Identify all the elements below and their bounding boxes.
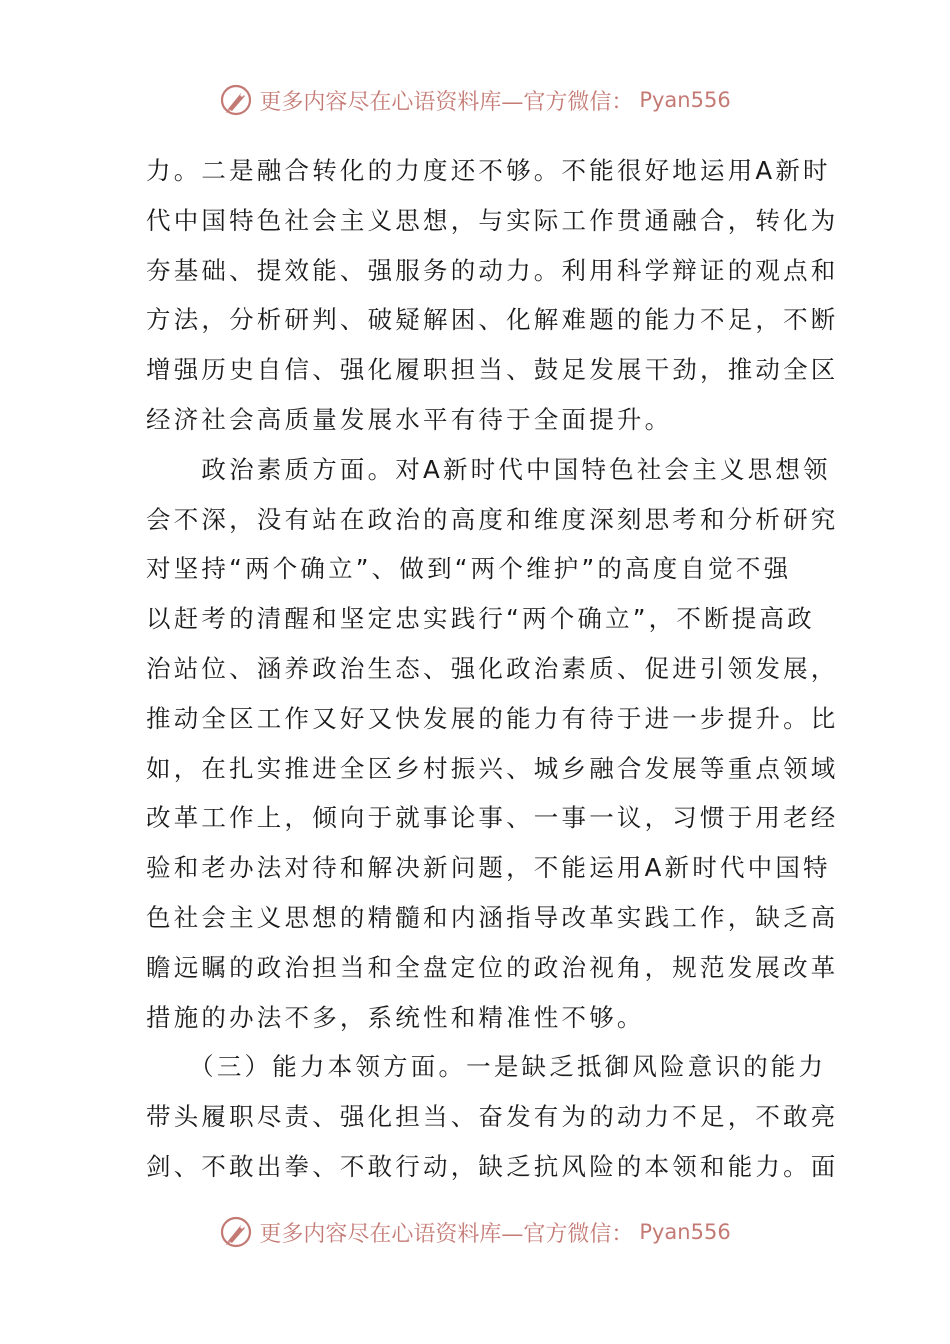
text-line: 增强历史自信、强化履职担当、鼓足发展干劲，推动全区 <box>146 355 839 385</box>
text-line: 政治素质方面。对A新时代中国特色社会主义思想领 <box>146 454 831 484</box>
text-line: 力。二是融合转化的力度还不够。不能很好地运用A新时 <box>146 156 831 185</box>
text-line: 色社会主义思想的精髓和内涵指导改革实践工作，缺乏高 <box>146 902 839 932</box>
text-line: 经济社会高质量发展水平有待于全面提升。 <box>146 404 673 434</box>
text-line: 推动全区工作又好又快发展的能力有待于进一步提升。比 <box>146 703 839 733</box>
text-line: 治站位、涵养政治生态、强化政治素质、促进引领发展， <box>146 653 839 683</box>
footer-banner <box>0 1212 950 1252</box>
text-line: 剑、不敢出拳、不敢行动，缺乏抗风险的本领和能力。面 <box>146 1151 839 1181</box>
text-line: 以赶考的清醒和坚定忠实践行“两个确立”，不断提高政 <box>146 604 815 634</box>
banner-wechat-id: Pyan556 <box>639 88 731 112</box>
header-banner <box>0 80 950 120</box>
text-line: （三）能力本领方面。一是缺乏抵御风险意识的能力 <box>146 1052 827 1082</box>
text-line: 带头履职尽责、强化担当、奋发有为的动力不足，不敢亮 <box>146 1102 839 1132</box>
text-line: 方法，分析研判、破疑解困、化解难题的能力不足，不断 <box>146 305 839 335</box>
text-line: 措施的办法不多，系统性和精准性不够。 <box>146 1002 645 1032</box>
banner-text: 更多内容尽在心语资料库—官方微信： <box>259 89 634 115</box>
text-line: 代中国特色社会主义思想，与实际工作贯通融合，转化为 <box>146 205 839 235</box>
text-line: 对坚持“两个确立”、做到“两个维护”的高度自觉不强 <box>146 554 792 584</box>
text-line: 验和老办法对待和解决新问题，不能运用A新时代中国特 <box>146 853 831 883</box>
banner-wechat-id: Pyan556 <box>639 1220 731 1244</box>
document-body <box>146 146 839 1192</box>
pen-nib-logo-icon <box>219 1215 253 1249</box>
text-line: 瞻远瞩的政治担当和全盘定位的政治视角，规范发展改革 <box>146 952 839 982</box>
text-line: 改革工作上，倾向于就事论事、一事一议，习惯于用老经 <box>146 803 839 833</box>
text-line: 夯基础、提效能、强服务的动力。利用科学辩证的观点和 <box>146 255 839 285</box>
pen-nib-logo-icon <box>219 83 253 117</box>
text-line: 如，在扎实推进全区乡村振兴、城乡融合发展等重点领域 <box>146 753 839 783</box>
banner-text: 更多内容尽在心语资料库—官方微信： <box>259 1221 634 1247</box>
text-line: 会不深，没有站在政治的高度和维度深刻思考和分析研究 <box>146 504 839 534</box>
